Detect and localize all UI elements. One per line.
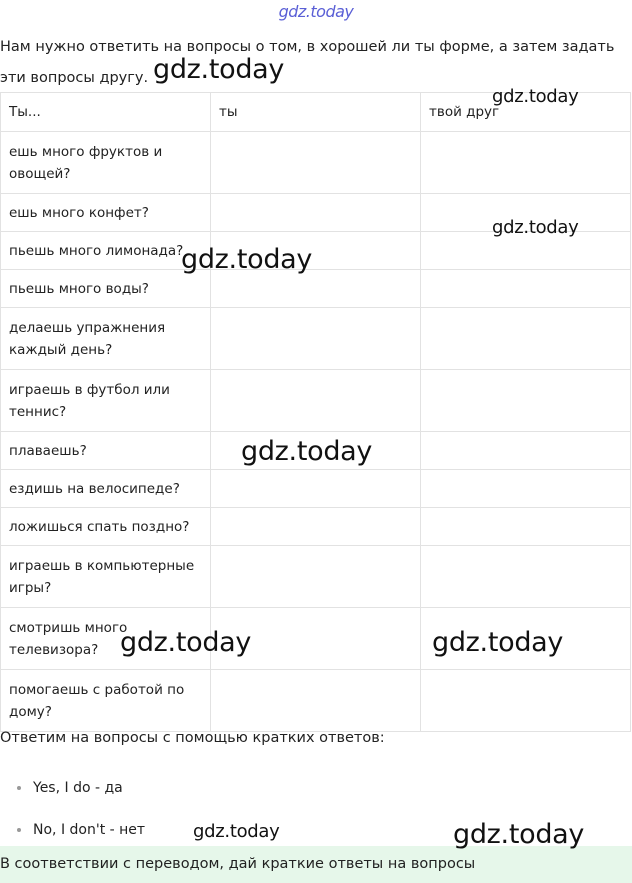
- question-cell: пьешь много воды?: [1, 270, 211, 308]
- you-answer-cell[interactable]: [211, 508, 421, 546]
- list-item: [0, 772, 145, 814]
- you-answer-cell[interactable]: [211, 232, 421, 270]
- question-cell: ешь много конфет?: [1, 194, 211, 232]
- friend-answer-cell[interactable]: [421, 370, 631, 432]
- friend-answer-cell[interactable]: [421, 546, 631, 608]
- watermark: gdz.today: [492, 217, 579, 238]
- table-row: [1, 370, 631, 432]
- watermark: gdz.today: [193, 821, 280, 842]
- answer-yes: Yes, I do - да: [33, 780, 123, 796]
- intro-text: Нам нужно ответить на вопросы о том, в хорошей ли ты форме, а затем задать эти вопросы другу.: [0, 39, 615, 86]
- friend-answer-cell[interactable]: [421, 508, 631, 546]
- table-row: [1, 432, 631, 470]
- friend-answer-cell[interactable]: [421, 270, 631, 308]
- watermark: gdz.today: [241, 436, 373, 467]
- question-cell: играешь в компьютерные игры?: [1, 546, 211, 608]
- table-row: [1, 670, 631, 732]
- you-answer-cell[interactable]: [211, 132, 421, 194]
- watermark: gdz.today: [432, 627, 564, 658]
- table-row: [1, 194, 631, 232]
- question-cell: делаешь упражнения каждый день?: [1, 308, 211, 370]
- you-answer-cell[interactable]: [211, 608, 421, 670]
- column-header-friend: твой друг: [421, 93, 631, 132]
- question-cell: помогаешь с работой по дому?: [1, 670, 211, 732]
- you-answer-cell[interactable]: [211, 194, 421, 232]
- table-row: [1, 508, 631, 546]
- fitness-table: [0, 92, 631, 732]
- question-cell: ешь много фруктов и овощей?: [1, 132, 211, 194]
- question-cell: пьешь много лимонада?: [1, 232, 211, 270]
- you-answer-cell[interactable]: [211, 546, 421, 608]
- table-row: [1, 546, 631, 608]
- you-answer-cell[interactable]: [211, 308, 421, 370]
- friend-answer-cell[interactable]: [421, 432, 631, 470]
- you-answer-cell[interactable]: [211, 432, 421, 470]
- table-header-row: [1, 93, 631, 132]
- friend-answer-cell[interactable]: [421, 670, 631, 732]
- bullet-icon: [17, 828, 21, 832]
- short-answers-note: Ответим на вопросы с помощью кратких ответов:: [0, 730, 385, 746]
- table-row: [1, 232, 631, 270]
- task-banner: [0, 846, 632, 883]
- question-cell: плаваешь?: [1, 432, 211, 470]
- question-cell: смотришь много телевизора?: [1, 608, 211, 670]
- table-body: [1, 132, 631, 732]
- you-answer-cell[interactable]: [211, 370, 421, 432]
- friend-answer-cell[interactable]: [421, 608, 631, 670]
- watermark: gdz.today: [120, 627, 252, 658]
- friend-answer-cell[interactable]: [421, 132, 631, 194]
- column-header-you: ты: [211, 93, 421, 132]
- watermark: gdz.today: [181, 244, 313, 275]
- table-row: [1, 132, 631, 194]
- column-header-question: Ты...: [1, 93, 211, 132]
- question-cell: играешь в футбол или теннис?: [1, 370, 211, 432]
- answer-no: No, I don't - нет: [33, 822, 146, 838]
- watermark: gdz.today: [453, 819, 585, 850]
- bullet-icon: [17, 786, 21, 790]
- site-logo[interactable]: gdz.today: [278, 2, 354, 21]
- you-answer-cell[interactable]: [211, 670, 421, 732]
- watermark: gdz.today: [492, 86, 579, 107]
- friend-answer-cell[interactable]: [421, 194, 631, 232]
- short-answers-list: [0, 772, 145, 856]
- you-answer-cell[interactable]: [211, 270, 421, 308]
- table-row: [1, 308, 631, 370]
- table-row: [1, 470, 631, 508]
- table-row: [1, 270, 631, 308]
- watermark: gdz.today: [153, 54, 285, 85]
- friend-answer-cell[interactable]: [421, 308, 631, 370]
- friend-answer-cell[interactable]: [421, 470, 631, 508]
- table-row: [1, 608, 631, 670]
- question-cell: ложишься спать поздно?: [1, 508, 211, 546]
- friend-answer-cell[interactable]: [421, 232, 631, 270]
- question-cell: ездишь на велосипеде?: [1, 470, 211, 508]
- you-answer-cell[interactable]: [211, 470, 421, 508]
- task-banner-text: В соответствии с переводом, дай краткие ответы на вопросы: [0, 856, 476, 872]
